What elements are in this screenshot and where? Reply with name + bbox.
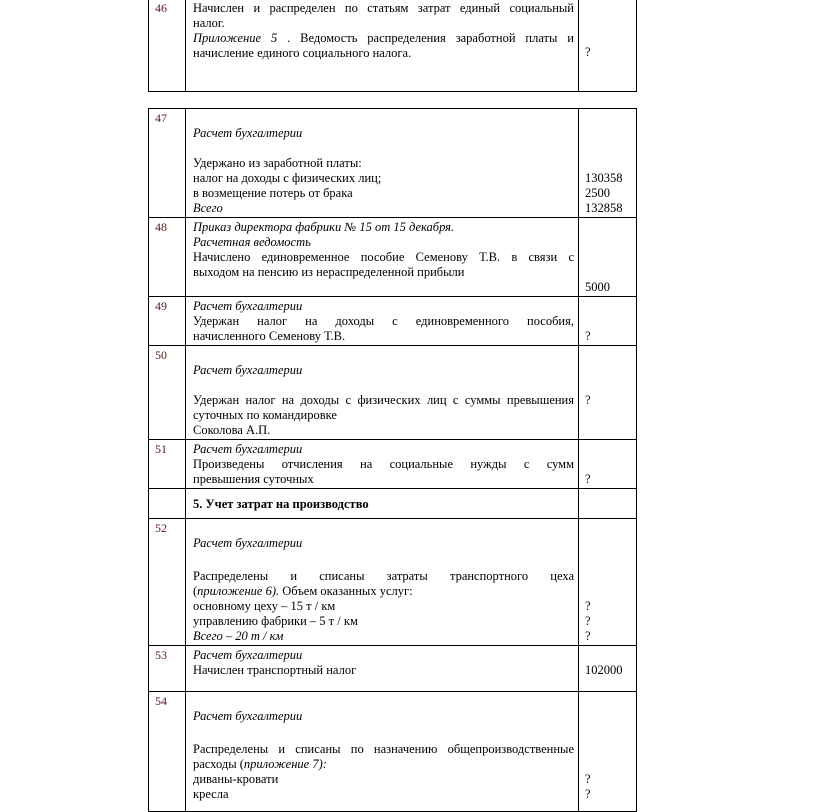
row-amount: ? ? ? — [579, 519, 637, 646]
row-amount: 102000 — [579, 646, 637, 692]
row-description: Начислен и распределен по статьям затрат единый социальный налог. Приложение 5 . Ведомость распределения заработной платы и начисление единого социального налога. — [186, 0, 579, 92]
row-number: 48 — [149, 218, 186, 297]
row-description: Приказ директора фабрики № 15 от 15 декабря. Расчетная ведомость Начислено единовременное пособие Семенову Т.В. в связи с выходом на пенсию из нераспределенной прибыли — [186, 218, 579, 297]
row-amount: ? — [579, 297, 637, 346]
row-description: Расчет бухгалтерии Удержан налог на доходы с физических лиц с суммы превышения суточных по командировке Соколова А.П. — [186, 346, 579, 440]
table-fragment-top — [148, 0, 637, 92]
row-number: 49 — [149, 297, 186, 346]
row-number: 54 — [149, 692, 186, 812]
row-amount: 130358 2500 132858 — [579, 109, 637, 218]
row-description: Расчет бухгалтерии Начислен транспортный налог — [186, 646, 579, 692]
row-number: 50 — [149, 346, 186, 440]
row-amount: ? — [579, 440, 637, 489]
row-number: 52 — [149, 519, 186, 646]
row-number: 46 — [149, 0, 186, 92]
table-row — [149, 0, 637, 92]
row-number: 51 — [149, 440, 186, 489]
section-title: 5. Учет затрат на производство — [186, 489, 579, 519]
row-number: 53 — [149, 646, 186, 692]
row-description: Расчет бухгалтерии Распределены и списаны по назначению общепроизводственные расходы (приложение 7): диваны-кровати кресла — [186, 692, 579, 812]
table-row — [149, 646, 637, 692]
row-description: Расчет бухгалтерии Удержан налог на доходы с единовременного пособия, начисленного Семенову Т.В. — [186, 297, 579, 346]
table-row — [149, 297, 637, 346]
table-row — [149, 519, 637, 646]
table-row — [149, 346, 637, 440]
row-amount: ? — [579, 0, 637, 92]
row-description: Расчет бухгалтерии Распределены и списаны затраты транспортного цеха (приложение 6). Объем оказанных услуг: основному цеху – 15 т / км управлению фабрики – 5 т / км Всего – 20 т / км — [186, 519, 579, 646]
row-amount: 5000 — [579, 218, 637, 297]
row-description: Расчет бухгалтерии Удержано из заработной платы: налог на доходы с физических лиц; в возмещение потерь от брака Всего — [186, 109, 579, 218]
table-row — [149, 440, 637, 489]
row-number: 47 — [149, 109, 186, 218]
table-row — [149, 218, 637, 297]
row-amount: ? — [579, 346, 637, 440]
operations-table — [148, 108, 637, 812]
row-amount: ? ? — [579, 692, 637, 812]
section-row — [149, 489, 637, 519]
table-row — [149, 692, 637, 812]
row-description: Расчет бухгалтерии Произведены отчисления на социальные нужды с сумм превышения суточных — [186, 440, 579, 489]
table-row — [149, 109, 637, 218]
